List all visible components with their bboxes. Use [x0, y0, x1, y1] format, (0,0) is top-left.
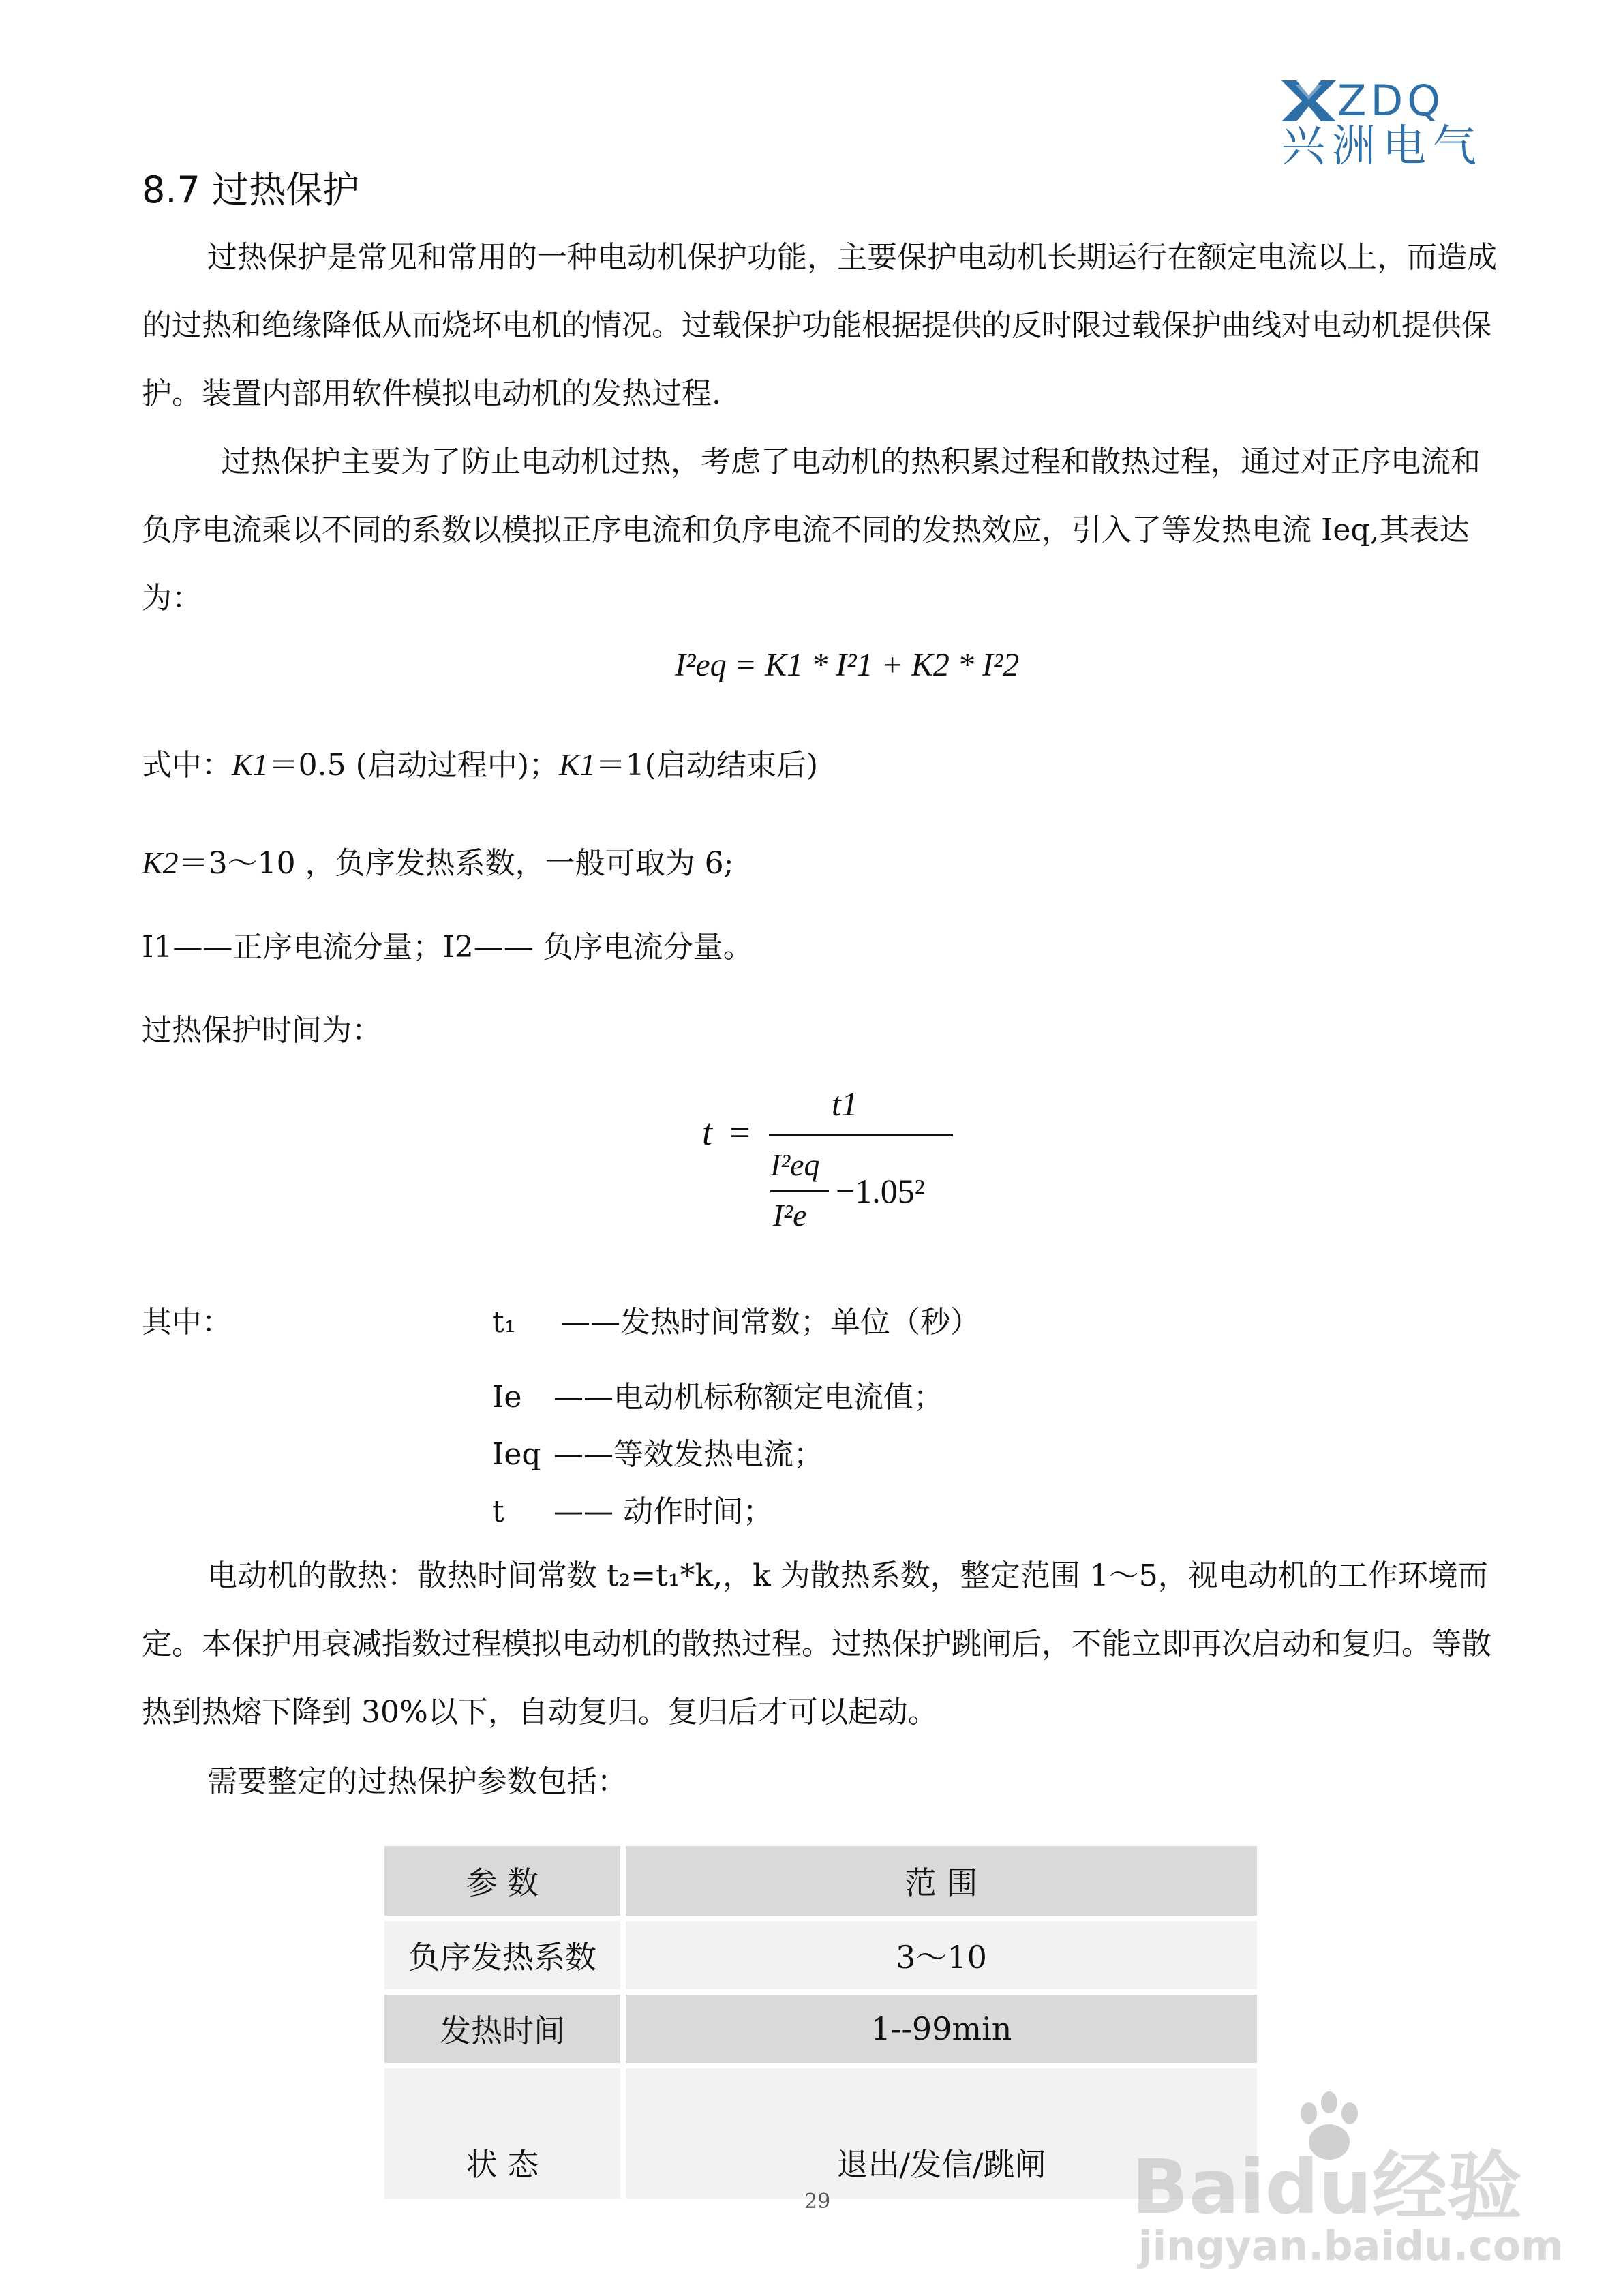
k1-symbol-2: K1 [558, 747, 596, 782]
table-cell: 负序发热系数 [384, 1921, 620, 1989]
where-item-desc: ——等效发热电流； [553, 1437, 823, 1472]
where-item-symbol: Ieq [492, 1437, 541, 1472]
where-item-ieq [492, 1434, 823, 1475]
table-cell: 1--99min [626, 1995, 1257, 2063]
cooling-text: 电动机的散热：散热时间常数 t₂=t₁*k,，k 为散热系数，整定范围 1～5，视电动机的工作环境而定。本保护用衰减指数过程模拟电动机的散热过程。过热保护跳闸后，不能立即再次启动和复归。等散热到热熔下降到 30%以下，自动复归。复归后才可以起动。 [142, 1558, 1491, 1729]
eq2-numerator: t1 [832, 1085, 858, 1123]
where-item-t1 [492, 1302, 980, 1343]
table-row [384, 1995, 1257, 2063]
logo-text-en: ZDQ [1337, 76, 1445, 125]
where-item-ie [492, 1377, 943, 1418]
eq2-inner-bar [770, 1190, 829, 1192]
eq2-fraction-bar [769, 1134, 953, 1136]
equation-protection-time [702, 1084, 961, 1261]
table-header-row [384, 1846, 1257, 1916]
current-components-line: I1——正序电流分量；I2—— 负序电流分量。 [142, 930, 753, 965]
eq2-inner-numerator: I²eq [770, 1147, 820, 1182]
table-cell: 3～10 [626, 1921, 1257, 1989]
where-item-t [492, 1492, 773, 1532]
equation-ieq-text: I²eq = K1 * I²1 + K2 * I²2 [675, 647, 1020, 683]
intro-paragraph [142, 224, 1498, 428]
table-cell: 状 态 [384, 2068, 620, 2199]
k1-start-value: ＝0.5 (启动过程中)； [268, 748, 559, 783]
where-label: 其中： [142, 1305, 232, 1340]
where-item-symbol: t₁ [492, 1305, 517, 1340]
coefficient-k2-line [142, 843, 733, 884]
equivalent-current-paragraph [142, 428, 1498, 633]
k1-end-value: ＝1(启动结束后) [595, 748, 818, 783]
header-range: 范 围 [626, 1846, 1257, 1916]
page-number: 29 [804, 2190, 831, 2214]
k2-description: ＝3～10 ，负序发热系数，一般可取为 6; [178, 846, 734, 881]
logo-text-cn: 兴洲电气 [1281, 121, 1483, 172]
equivalent-current-text: 过热保护主要为了防止电动机过热，考虑了电动机的热积累过程和散热过程，通过对正序电流和负序电流乘以不同的系数以模拟正序电流和负序电流不同的发热效应，引入了等发热电流 Ieq,其表达为： [142, 444, 1481, 616]
xzdq-logo-mark-icon [1281, 80, 1336, 121]
where-item-symbol: Ie [492, 1380, 522, 1415]
header-parameter: 参 数 [384, 1846, 620, 1916]
table-row [384, 1921, 1257, 1989]
watermark-brand: Baidu经验 [1132, 2143, 1522, 2231]
protection-time-intro: 过热保护时间为： [142, 1013, 382, 1048]
table-cell: 退出/发信/跳闸 [626, 2068, 1257, 2199]
equation-ieq [675, 646, 1019, 684]
params-intro: 需要整定的过热保护参数包括： [207, 1764, 627, 1799]
baidu-watermark [1118, 2072, 1609, 2277]
eq2-t: t [702, 1112, 713, 1153]
where-item-desc: ——电动机标称额定电流值； [553, 1380, 943, 1415]
coefficient-k1-line [142, 744, 818, 786]
where-item-desc: —— 动作时间； [553, 1494, 773, 1529]
where-prefix: 式中： [142, 748, 232, 783]
company-logo [1281, 76, 1493, 172]
where-item-desc: ——发热时间常数；单位（秒） [560, 1305, 980, 1340]
intro-text: 过热保护是常见和常用的一种电动机保护功能，主要保护电动机长期运行在额定电流以上，而造成的过热和绝缘降低从而烧坏电机的情况。过载保护功能根据提供的反时限过载保护曲线对电动机提供保护。装置内部用软件模拟电动机的发热过程. [142, 240, 1497, 411]
section-title: 8.7 过热保护 [142, 168, 360, 211]
table-cell: 发热时间 [384, 1995, 620, 2063]
k1-symbol: K1 [232, 747, 269, 782]
cooling-paragraph [142, 1542, 1498, 1747]
k2-symbol: K2 [142, 845, 179, 880]
where-item-symbol: t [492, 1494, 504, 1529]
eq2-minus-term: −1.05² [836, 1172, 925, 1210]
watermark-url: jingyan.baidu.com [1138, 2222, 1564, 2270]
eq2-inner-denominator: I²e [773, 1198, 807, 1233]
eq2-equals: = [729, 1112, 750, 1153]
